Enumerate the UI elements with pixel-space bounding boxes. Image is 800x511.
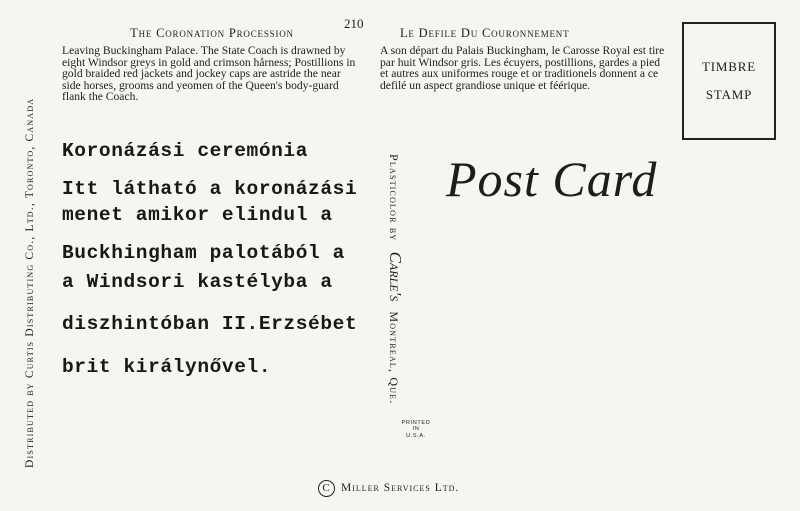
- stamp-box: [682, 22, 776, 140]
- typed-message-line: diszhintóban II.Erzsébet: [62, 313, 358, 335]
- french-caption-title: Le Defile Du Couronnement: [400, 26, 570, 40]
- post-card-title: Post Card: [446, 151, 658, 207]
- printer-credit-prefix: Plasticolor by: [387, 154, 401, 242]
- typed-message-line: menet amikor elindul a: [62, 204, 333, 226]
- printed-in-usa-mark: [388, 420, 444, 439]
- english-caption-body: Leaving Buckingham Palace. The State Coach is drawned by eight Windsor greys in gold and crimson hårness; Postillions in gold braided red jackets and jockey caps are astride the near side horses, grooms and yeomen of the Queen's body-guard flank the Coach.: [62, 44, 356, 104]
- stamp-label-french: TIMBRE: [702, 59, 756, 74]
- typed-message-line: a Windsori kastélyba a: [62, 271, 333, 293]
- english-caption: [62, 26, 362, 103]
- printer-credit: [385, 154, 405, 405]
- typed-message-line: Koronázási ceremónia: [62, 140, 309, 162]
- copyright-icon: C: [318, 480, 335, 497]
- printed-mark-line: PRINTED: [401, 420, 431, 426]
- printer-credit-suffix: Montreal, Que.: [387, 311, 401, 405]
- typed-message-line: brit királynővel.: [62, 356, 272, 378]
- distributor-credit: Distributed by Curtis Distributing Co., Ltd., Toronto, Canada: [24, 97, 36, 468]
- printed-mark-line: U.S.A.: [406, 432, 426, 439]
- english-caption-title: The Coronation Procession: [130, 26, 294, 40]
- stamp-label-english: STAMP: [705, 87, 753, 102]
- carles-logo: Carle's: [386, 251, 405, 302]
- typed-message-line: Itt látható a koronázási: [62, 178, 358, 200]
- french-caption: [380, 26, 670, 91]
- copyright-line: [318, 480, 459, 497]
- french-caption-body: A son départ du Palais Buckingham, le Carosse Royal est tire par huit Windsor gris. Les écuyers, postillions, gardes a pied et autres aux uniformes rouge et or traditionels donnent a ce defilé un aspect grandiose unique et féérique.: [380, 44, 665, 92]
- card-number: 210: [344, 16, 364, 31]
- copyright-holder: Miller Services Ltd.: [341, 482, 460, 495]
- printed-mark-line: IN: [412, 426, 420, 433]
- typed-message-line: Buckhingham palotából a: [62, 242, 345, 264]
